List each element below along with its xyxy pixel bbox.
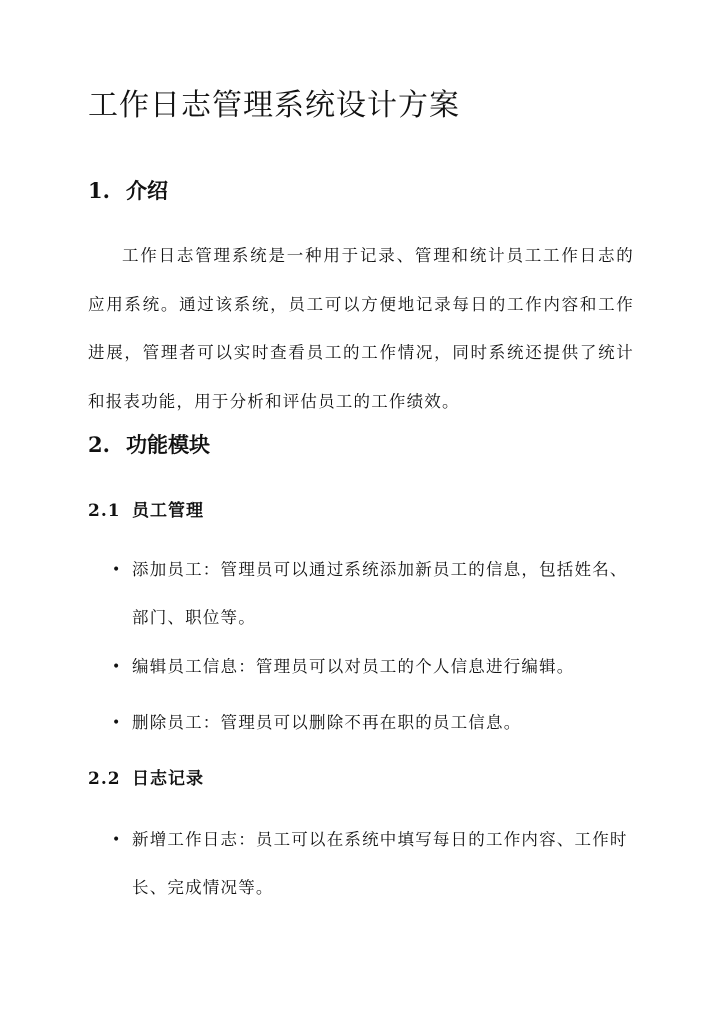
- subsection-title: 员工管理: [132, 501, 204, 521]
- bullet-icon: •: [112, 715, 122, 731]
- bullet-icon: •: [112, 832, 122, 848]
- section-title: 介绍: [126, 178, 168, 203]
- list-item-text: 新增工作日志：员工可以在系统中填写每日的工作内容、工作时长、完成情况等。: [132, 830, 628, 897]
- subsection-title: 日志记录: [132, 769, 204, 789]
- section-title: 功能模块: [126, 432, 210, 457]
- list-item: [112, 643, 632, 691]
- list-item: [112, 546, 632, 642]
- section-heading-intro: [88, 176, 168, 206]
- subsection-number: 2.2: [88, 769, 121, 789]
- list-item: [112, 816, 632, 912]
- list-item-text: 编辑员工信息：管理员可以对员工的个人信息进行编辑。: [132, 657, 575, 676]
- subsection-number: 2.1: [88, 501, 121, 521]
- intro-paragraph: 工作日志管理系统是一种用于记录、管理和统计员工工作日志的应用系统。通过该系统，员工可以方便地记录每日的工作内容和工作进展，管理者可以实时查看员工的工作情况，同时系统还提供了统计和报表功能，用于分析和评估员工的工作绩效。: [88, 246, 634, 411]
- list-item-text: 删除员工：管理员可以删除不再在职的员工信息。: [132, 713, 522, 732]
- subsection-heading-log: [88, 766, 204, 792]
- section-heading-modules: [88, 430, 210, 460]
- list-item-text: 添加员工：管理员可以通过系统添加新员工的信息，包括姓名、部门、职位等。: [132, 560, 628, 627]
- list-item: [112, 699, 632, 747]
- bullet-icon: •: [112, 659, 122, 675]
- section-number: 2.: [88, 432, 110, 457]
- section-number: 1.: [88, 178, 110, 203]
- bullet-icon: •: [112, 562, 122, 578]
- subsection-heading-employee: [88, 498, 204, 524]
- document-title: 工作日志管理系统设计方案: [88, 88, 460, 123]
